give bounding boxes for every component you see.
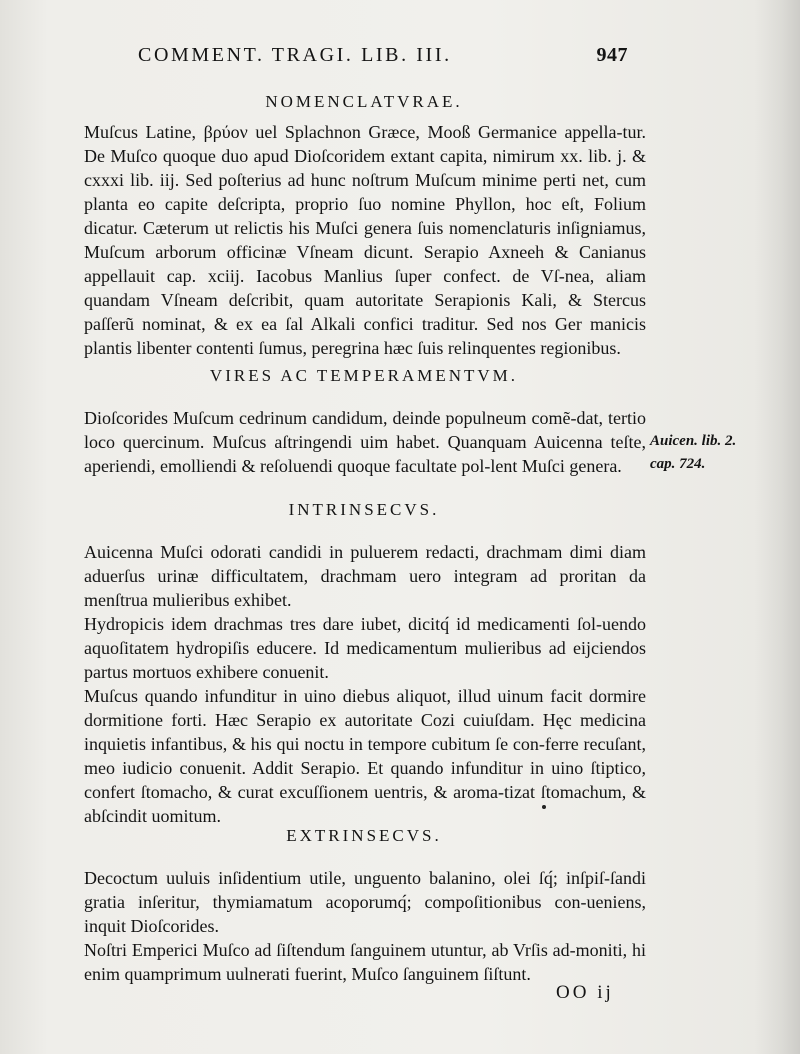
signature-mark: OO ij: [556, 982, 614, 1003]
running-title: COMMENT. TRAGI. LIB. III.: [138, 44, 452, 66]
running-header: [138, 44, 628, 74]
margin-note-line: Auicen. lib. 2.: [650, 433, 737, 449]
paragraph: Muſcus quando infunditur in uino diebus aliquot, illud uinum facit dormire dormitione forti. Hæc Serapio ex autoritate Cozi cuiuſdam. Hęc medicina inquietis infantibus, & his qui noctu in tempore cubitum ſe con-ferre recuſant, meo iudicio conuenit. Addit Serapio. Et quando infunditur in uino ſtiptico, confert ſtomacho, & curat excuſſionem uentris, & aroma-tizat ſtomachum, & abſcindit uomitum.: [84, 686, 646, 826]
section-heading-vires: VIRES AC TEMPERAMENTVM.: [209, 366, 519, 385]
paragraph: Hydropicis idem drachmas tres dare iubet, dicitq́ id medicamenti ſol-uendo aquoſitatem hydropiſis educere. Id medicamentum mulieribus ad eijciendos partus mortuos exhibere conuenit.: [84, 614, 646, 682]
section-body-intrinsecus: [84, 540, 646, 828]
paragraph: Muſcus Latine, βρύον uel Splachnon Græce, Mooß Germanice appella-tur. De Muſco quoque duo apud Dioſcoridem extant capita, nimirum xx. lib. j. & cxxxi lib. iij. Sed poſterius ad hunc noſtrum Muſcum minime perti net, cum planta eo capite deſcripta, proprio ſuo nomine Phyllon, hoc eſt, Folium dicatur. Cæterum ut relictis his Muſci genera ſuis nomenclaturis inſigniamus, Muſcum arborum officinæ Vſneam dicunt. Serapio Axneeh & Canianus appellauit cap. xciij. Iacobus Manlius ſuper confect. de Vſ-nea, aliam quandam Vſneam deſcribit, quam autoritate Serapionis Kali, & Stercus paſſerũ nominat, & ex ea ſal Alkali confici traditur. Sed nos Ger manicis plantis libenter contenti ſumus, peregrina hæc ſuis relinquentes regionibus.: [84, 122, 646, 358]
paragraph: Dioſcorides Muſcum cedrinum candidum, deinde populneum comẽ-dat, tertio loco quercinum. Muſcus aſtringendi uim habet. Quanquam Auicenna teſte, aperiendi, emolliendi & reſoluendi quoque facultate pol-lent Muſci genera.: [84, 408, 646, 476]
section-body-nomenclaturae: [84, 120, 646, 360]
section-body-extrinsecus: [84, 866, 646, 986]
section-heading-extrinsecus: EXTRINSECVS.: [286, 826, 442, 845]
section-heading-intrinsecus: INTRINSECVS.: [288, 500, 440, 519]
paragraph: Noſtri Emperici Muſco ad ſiſtendum ſanguinem utuntur, ab Vrſis ad-moniti, hi enim quamprimum uulnerati fuerint, Muſco ſanguinem ſiſtunt.: [84, 940, 646, 984]
section-heading-nomenclaturae: NOMENCLATVRAE.: [265, 92, 463, 111]
ink-speck: [542, 805, 546, 809]
margin-note: [650, 430, 780, 476]
section-body-vires: [84, 406, 646, 478]
margin-note-line: cap. 724.: [650, 456, 706, 472]
paragraph: Decoctum uuluis inſidentium utile, unguento balanino, olei ſq́; inſpiſ-ſandi gratia inſeritur, thymiamatum acoporumq́; compoſitionibus con-ueniens, inquit Dioſcorides.: [84, 868, 646, 936]
paragraph: Auicenna Muſci odorati candidi in puluerem redacti, drachmam dimi diam aduerſus urinæ difficultatem, drachmam uero integram ad proritan da menſtrua mulieribus exhibet.: [84, 542, 646, 610]
page-number: 947: [596, 44, 628, 66]
page-gutter-shadow: [754, 0, 800, 1054]
